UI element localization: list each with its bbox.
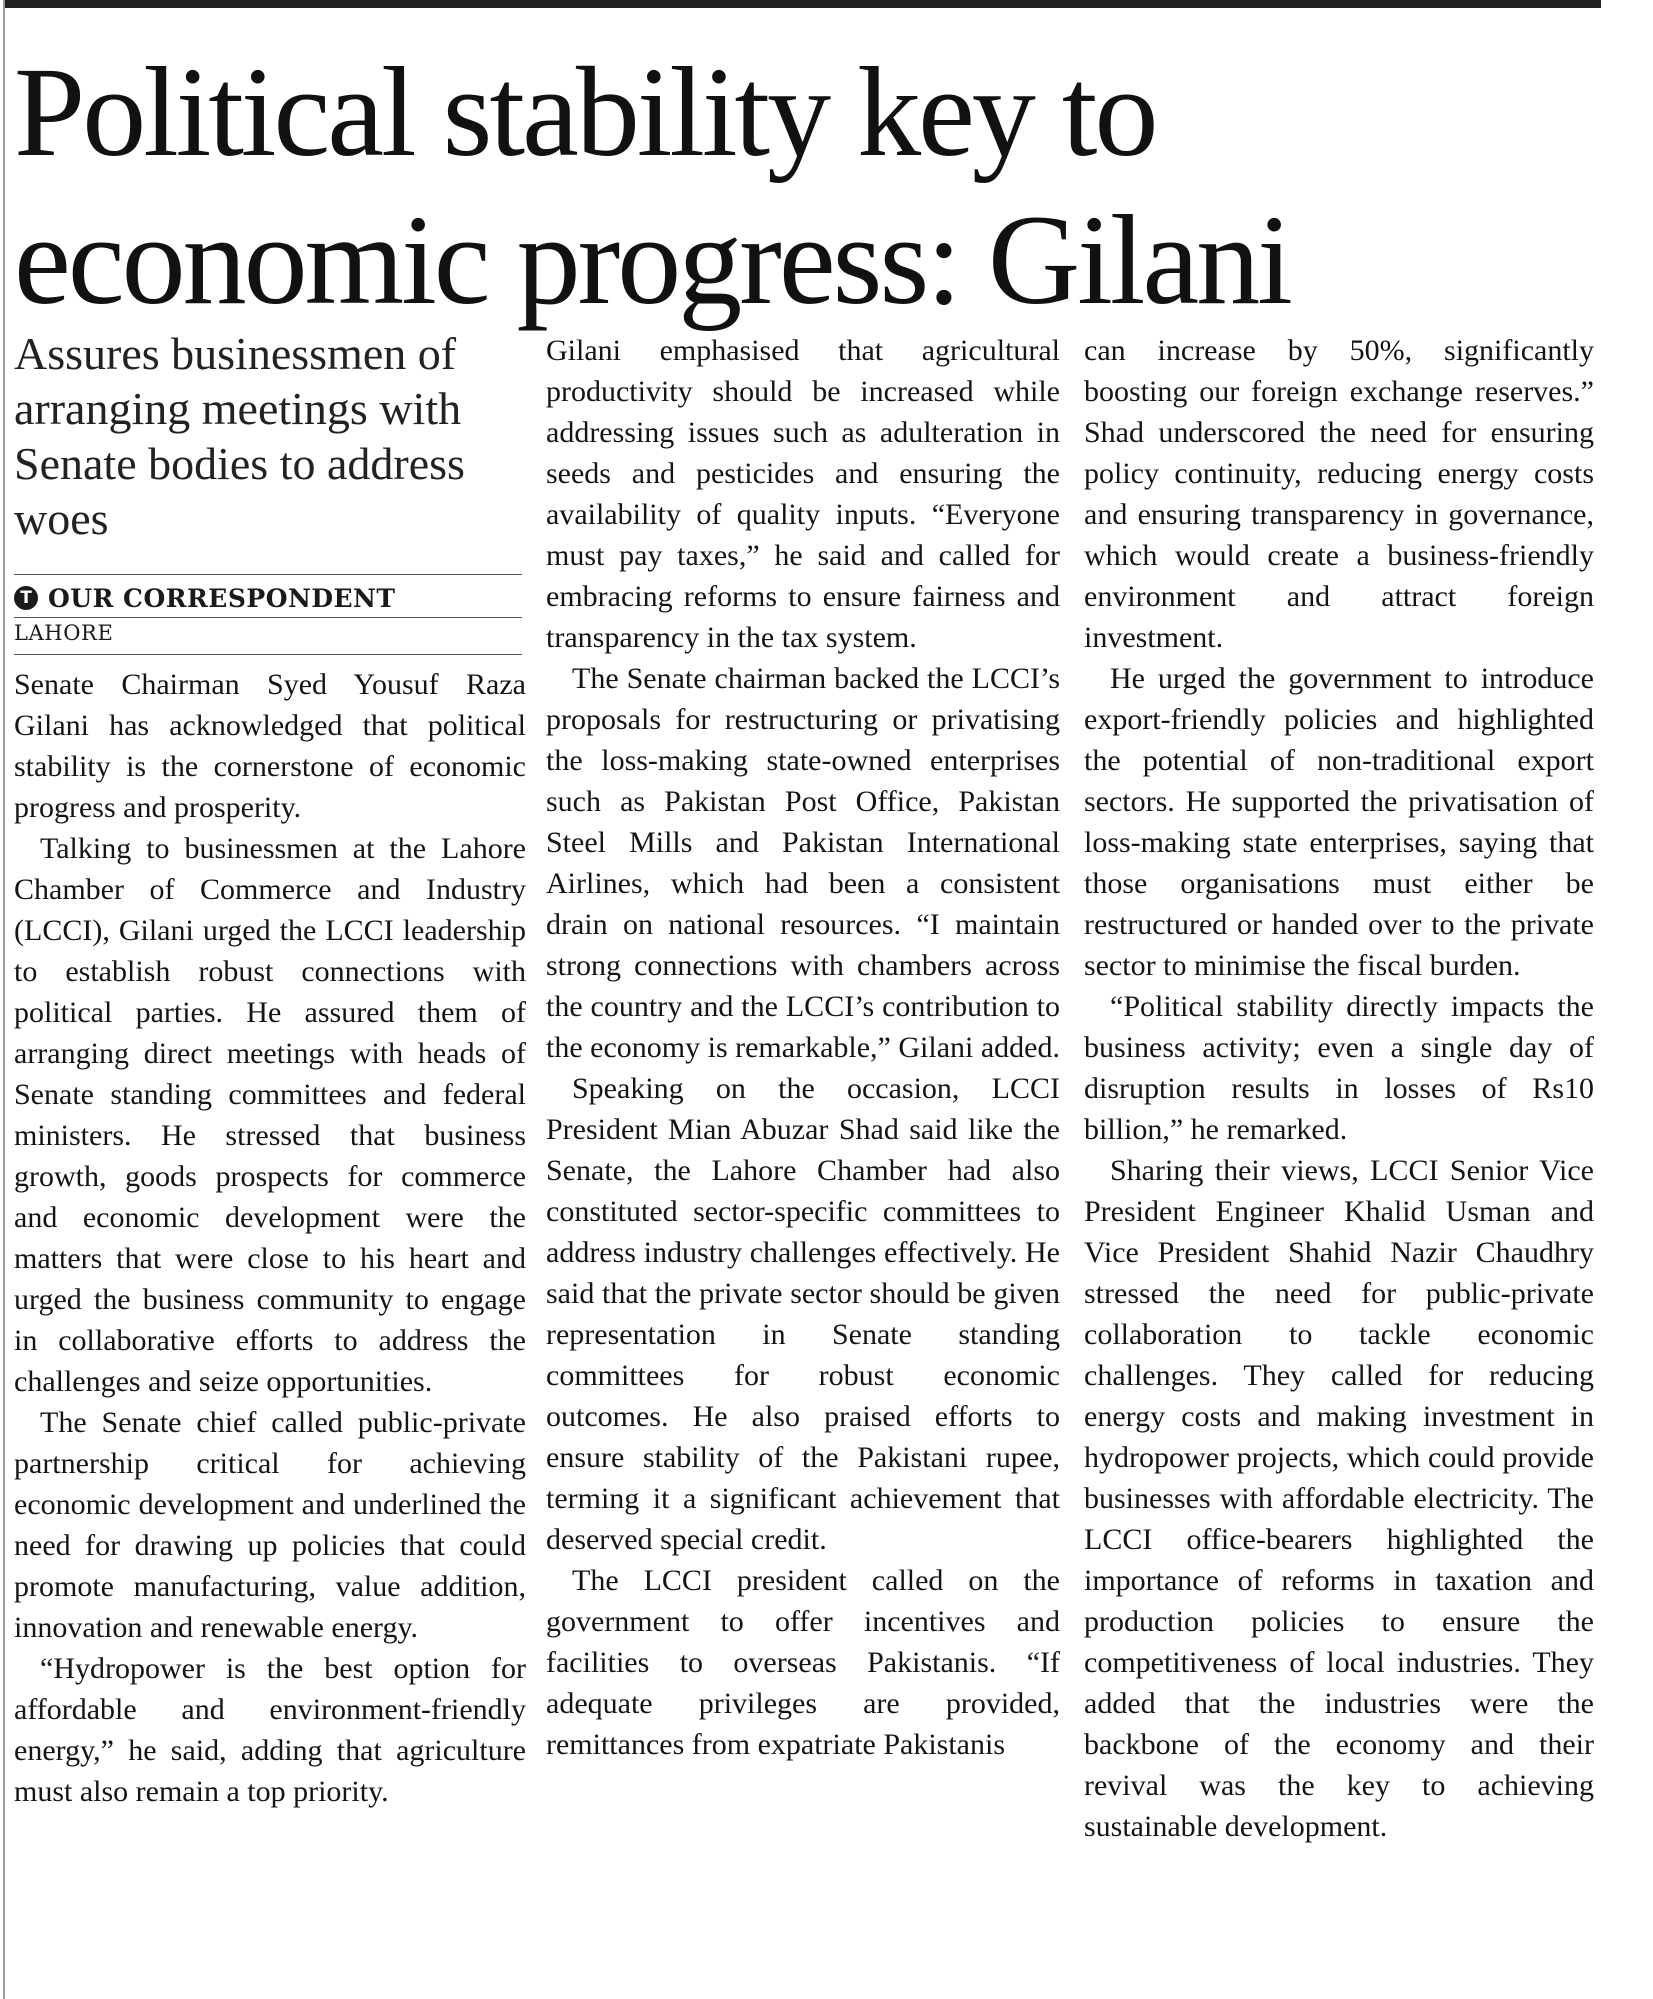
- byline-divider-bottom: [14, 654, 522, 655]
- paragraph: The Senate chairman backed the LCCI’s proposals for restructuring or privatising the loss-making state-owned enterprises such as Pakistan Post Office, Pakistan Steel Mills and Pakistan International Airlines, which had been a consistent drain on national resources. “I maintain strong connections with chambers across the country and the LCCI’s contribution to the economy is remarkable,” Gilani added.: [546, 662, 1060, 1064]
- paragraph: Gilani emphasised that agricultural productivity should be increased while addressing issues such as adulteration in seeds and pesticides and ensuring the availability of quality inputs. “Everyone must pay taxes,” he said and called for embracing reforms to ensure fairness and transparency in the tax system.: [546, 334, 1060, 654]
- paragraph: can increase by 50%, significantly boosting our foreign exchange reserves.” Shad underscored the need for ensuring policy continuity, reducing energy costs and ensuring transparency in governance, which would create a business-friendly environment and attract foreign investment.: [1084, 334, 1594, 654]
- paragraph: Talking to businessmen at the Lahore Chamber of Commerce and Industry (LCCI), Gilani urged the LCCI leadership to establish robust connections with political parties. He assured them of arranging direct meetings with heads of Senate standing committees and federal ministers. He stressed that business growth, goods prospects for commerce and economic development were the matters that were close to his heart and urged the business community to engage in collaborative efforts to address the challenges and seize opportunities.: [14, 832, 526, 1398]
- tribune-logo-icon: T: [14, 586, 38, 610]
- paragraph: “Political stability directly impacts the business activity; even a single day of disruption results in losses of Rs10 billion,” he remarked.: [1084, 990, 1594, 1146]
- left-rule: [3, 0, 5, 1999]
- paragraph: “Hydropower is the best option for affordable and environment-friendly energy,” he said, adding that agriculture must also remain a top priority.: [14, 1652, 526, 1808]
- byline-divider-middle: [14, 617, 522, 618]
- paragraph: Speaking on the occasion, LCCI President Mian Abuzar Shad said like the Senate, the Lahore Chamber had also constituted sector-specific committees to address industry challenges effectively. He said that the private sector should be given representation in Senate standing committees for robust economic outcomes. He also praised efforts to ensure stability of the Pakistani rupee, terming it a significant achievement that deserved special credit.: [546, 1072, 1060, 1556]
- article-column-1: [14, 664, 526, 1812]
- top-rule: [4, 0, 1601, 8]
- paragraph: The Senate chief called public-private partnership critical for achieving economic development and underlined the need for drawing up policies that could promote manufacturing, value addition, innovation and renewable energy.: [14, 1406, 526, 1644]
- byline-author: OUR CORRESPONDENT: [48, 583, 396, 613]
- byline: [14, 580, 522, 616]
- subhead: Assures businessmen of arranging meetings with Senate bodies to address woes: [14, 328, 465, 544]
- article-column-2: [546, 330, 1060, 1765]
- paragraph: The LCCI president called on the government to offer incentives and facilities to overseas Pakistanis. “If adequate privileges are provided, remittances from expatriate Pakistanis: [546, 1564, 1060, 1761]
- paragraph: Sharing their views, LCCI Senior Vice President Engineer Khalid Usman and Vice President Shahid Nazir Chaudhry stressed the need for public-private collaboration to tackle economic challenges. They called for reducing energy costs and making investment in hydropower projects, which could provide businesses with affordable electricity. The LCCI office-bearers highlighted the importance of reforms in taxation and production policies to ensure the competitiveness of local industries. They added that the industries were the backbone of the economy and their revival was the key to achieving sustainable development.: [1084, 1154, 1594, 1843]
- headline: Political stability key to economic progress: Gilani: [14, 41, 1290, 331]
- dateline: LAHORE: [14, 621, 114, 645]
- byline-divider-top: [14, 574, 522, 575]
- article-column-3: [1084, 330, 1594, 1847]
- paragraph: He urged the government to introduce export-friendly policies and highlighted the potential of non-traditional export sectors. He supported the privatisation of loss-making state enterprises, saying that those organisations must either be restructured or handed over to the private sector to minimise the fiscal burden.: [1084, 662, 1594, 982]
- paragraph: Senate Chairman Syed Yousuf Raza Gilani has acknowledged that political stability is the cornerstone of economic progress and prosperity.: [14, 668, 526, 824]
